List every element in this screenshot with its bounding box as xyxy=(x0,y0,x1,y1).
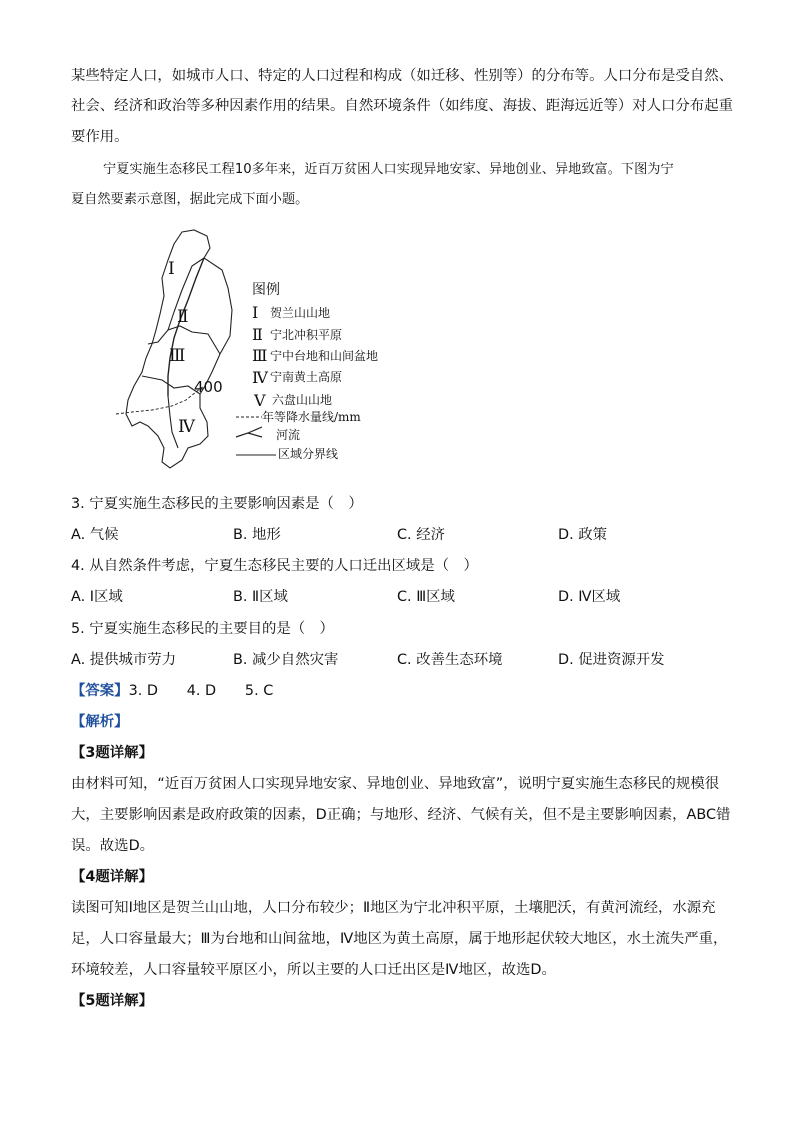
intro-line-1: 某些特定人口，如城市人口、特定的人口过程和构成（如迁移、性别等）的分布等。人口分布是受自然、 xyxy=(71,68,733,84)
question-5-option-b: B. 减少自然灾害 xyxy=(233,652,339,668)
legend-label-2: 宁北冲积平原 xyxy=(270,328,343,342)
q4-detail-line-2: 足，人口容量最大；Ⅲ为台地和山间盆地，Ⅳ地区为黄土高原，属于地形起伏较大地区，水土流失严重， xyxy=(71,931,728,947)
intro-line-3: 要作用。 xyxy=(71,129,129,145)
question-3-option-d: D. 政策 xyxy=(558,527,608,543)
region-label-4: Ⅳ xyxy=(178,417,195,436)
legend-label-3: 宁中台地和山间盆地 xyxy=(270,349,379,363)
question-4-stem: 4. 从自然条件考虑，宁夏生态移民主要的人口迁出区域是（ ） xyxy=(71,558,478,574)
question-3-option-b: B. 地形 xyxy=(233,527,281,543)
legend-label-1: 贺兰山山地 xyxy=(270,306,331,320)
isoline-value-label: 400 xyxy=(194,378,223,396)
legend-symbol-2: Ⅱ xyxy=(252,327,263,344)
answer-label: 【答案】 xyxy=(71,683,129,699)
q4-detail-line-3: 环境较差，人口容量较平原区小，所以主要的人口迁出区是Ⅳ地区，故选D。 xyxy=(71,962,556,978)
q4-detail-title: 【4题详解】 xyxy=(71,869,153,885)
legend-isohyet-label: 年等降水量线/mm xyxy=(262,410,361,424)
question-4-option-d: D. Ⅳ区域 xyxy=(558,589,621,605)
legend-label-5: 六盘山山地 xyxy=(272,393,333,407)
yellow-river xyxy=(168,258,204,396)
isohyet-400 xyxy=(116,386,204,414)
region-label-2: Ⅱ xyxy=(177,307,189,326)
q3-detail-line-1: 由材料可知，“近百万贫困人口实现异地安家、异地创业、异地致富”，说明宁夏实施生态移民的规模很 xyxy=(71,776,720,792)
q3-detail-title: 【3题详解】 xyxy=(71,745,153,761)
question-3-option-a: A. 气候 xyxy=(71,527,119,543)
question-3-option-c: C. 经济 xyxy=(397,527,445,543)
ningxia-map-figure xyxy=(112,226,412,476)
question-5-option-a: A. 提供城市劳力 xyxy=(71,652,177,668)
q5-detail-title: 【5题详解】 xyxy=(71,993,153,1009)
question-4-option-a: A. Ⅰ区域 xyxy=(71,589,123,605)
question-5-option-d: D. 促进资源开发 xyxy=(558,652,665,668)
question-4-option-b: B. Ⅱ区域 xyxy=(233,589,288,605)
q3-detail-line-2: 大，主要影响因素是政府政策的因素，D正确；与地形、经济、气候有关，但不是主要影响因素，ABC错 xyxy=(71,807,731,823)
answer-text: 3. D 4. D 5. C xyxy=(128,683,274,699)
legend-river-sample xyxy=(236,427,262,437)
q4-detail-line-1: 读图可知Ⅰ地区是贺兰山山地，人口分布较少；Ⅱ地区为宁北冲积平原，土壤肥沃，有黄河流经，水源充 xyxy=(71,900,716,916)
analysis-label: 【解析】 xyxy=(71,714,129,730)
question-4-option-c: C. Ⅲ区域 xyxy=(397,589,455,605)
material-line-2: 夏自然要素示意图，据此完成下面小题。 xyxy=(71,192,309,207)
legend-symbol-3: Ⅲ xyxy=(252,348,268,365)
answer-row xyxy=(71,681,273,701)
question-5-option-c: C. 改善生态环境 xyxy=(397,652,503,668)
material-line-1: 宁夏实施生态移民工程10多年来，近百万贫困人口实现异地安家、异地创业、异地致富。下图为宁 xyxy=(103,162,674,177)
intro-line-2: 社会、经济和政治等多种因素作用的结果。自然环境条件（如纬度、海拔、距海远近等）对人口分布起重 xyxy=(71,98,733,114)
boundary-3-4 xyxy=(142,376,200,394)
legend-symbol-5: Ⅴ xyxy=(254,393,266,410)
region-label-1: Ⅰ xyxy=(168,259,175,278)
question-5-stem: 5. 宁夏实施生态移民的主要目的是（ ） xyxy=(71,621,334,637)
legend-label-4: 宁南黄土高原 xyxy=(270,370,343,384)
legend-symbol-4: Ⅳ xyxy=(252,370,268,387)
region-label-3: Ⅲ xyxy=(169,346,186,365)
legend-title: 图例 xyxy=(252,282,280,298)
legend-river-label: 河流 xyxy=(276,428,301,442)
q3-detail-line-3: 误。故选D。 xyxy=(71,838,155,854)
question-3-stem: 3. 宁夏实施生态移民的主要影响因素是（ ） xyxy=(71,496,363,512)
legend-boundary-label: 区域分界线 xyxy=(278,447,339,461)
legend-symbol-1: Ⅰ xyxy=(252,305,259,322)
